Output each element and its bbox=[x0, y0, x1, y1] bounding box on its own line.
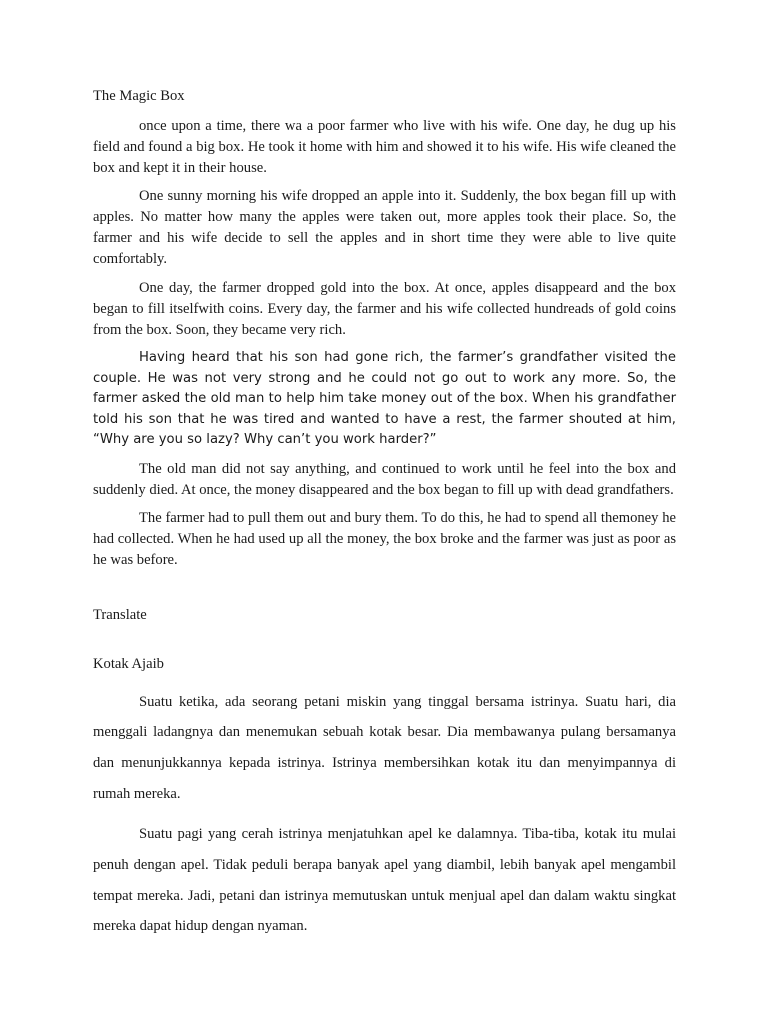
translation-title: Kotak Ajaib bbox=[93, 655, 164, 672]
translation-paragraph-1: Suatu ketika, ada seorang petani miskin yang tinggal bersama istrinya. Suatu hari, dia menggali ladangnya dan menemukan sebuah kotak besar. Dia membawanya pulang bersamanya dan menunjukkannya kepada istrinya. Istrinya membersihkan kotak itu dan menyimpannya di rumah mereka. bbox=[93, 693, 676, 802]
translate-heading: Translate bbox=[93, 607, 147, 624]
story-paragraph-2: One sunny morning his wife dropped an apple into it. Suddenly, the box began fill up with apples. No matter how many the apples were taken out, more apples took their place. So, the farmer and his wife decide to sell the apples and in short time they were able to live quite comfortably. bbox=[93, 188, 676, 268]
story-paragraph-4: Having heard that his son had gone rich, the farmer’s grandfather visited the couple. He was not very strong and he could not go out to work any more. So, the farmer asked the old man to help him take money out of the box. When his grandfather told his son that he was tired and wanted to have a rest, the farmer shouted at him, “Why are you so lazy? Why can’t you work harder?” bbox=[93, 350, 676, 448]
story-paragraph-3: One day, the farmer dropped gold into the box. At once, apples disappeard and the box began to fill itselfwith coins. Every day, the farmer and his wife collected hundreads of gold coins from the box. Soon, they became very rich. bbox=[93, 279, 676, 338]
translation-paragraph-2: Suatu pagi yang cerah istrinya menjatuhkan apel ke dalamnya. Tiba-tiba, kotak itu mulai penuh dengan apel. Tidak peduli berapa banyak apel yang diambil, lebih banyak apel mengambil tempat mereka. Jadi, petani dan istrinya memutuskan untuk menjual apel dan dalam waktu singkat mereka dapat hidup dengan nyaman. bbox=[93, 826, 676, 935]
story-paragraph-1: once upon a time, there wa a poor farmer who live with his wife. One day, he dug up his field and found a big box. He took it home with him and showed it to his wife. His wife cleaned the box and kept it in their house. bbox=[93, 117, 676, 176]
story-paragraph-6: The farmer had to pull them out and bury them. To do this, he had to spend all themoney he had collected. When he had used up all the money, the box broke and the farmer was just as poor as he was before. bbox=[93, 510, 676, 569]
story-paragraph-5: The old man did not say anything, and continued to work until he feel into the box and suddenly died. At once, the money disappeared and the box began to fill up with dead grandfathers. bbox=[93, 460, 676, 498]
story-title: The Magic Box bbox=[93, 88, 185, 104]
